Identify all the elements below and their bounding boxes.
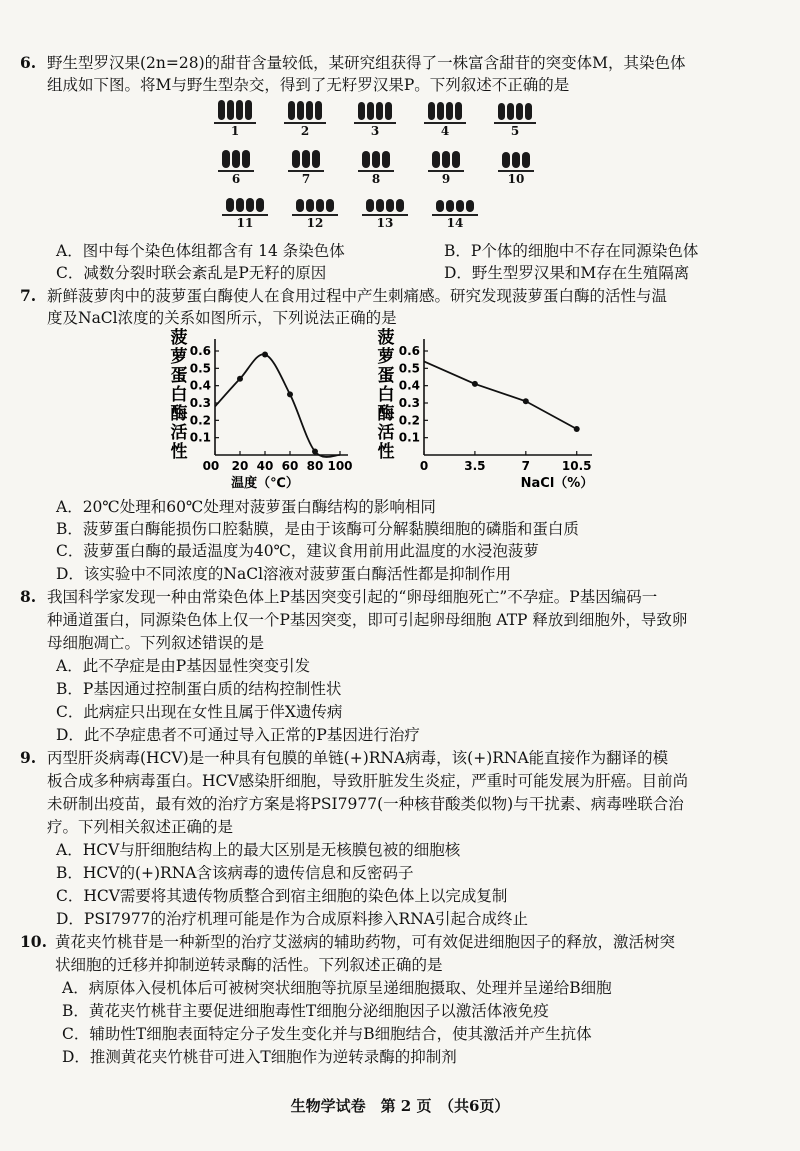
q9-option-a: A．HCV与肝细胞结构上的最大区别是无核膜包被的细胞核 [56,841,461,859]
chromosome-label-11: 11 [236,216,254,230]
q10-option-d: D．推测黄花夹竹桃苷可进入T细胞作为逆转录酶的抑制剂 [62,1048,457,1066]
x-tick-label: 0 [210,459,220,473]
chromosome-label-13: 13 [376,216,394,230]
ylabel-char: 蛋 [170,366,188,386]
q10-option-c: C．辅助性T细胞表面特定分子发生变化并与B细胞结合，使其激活并产生抗体 [62,1025,592,1043]
x-tick-label: 3.5 [464,459,486,473]
q8-stem-line3: 母细胞凋亡。下列叙述错误的是 [47,634,265,652]
x-tick-label: 80 [306,459,324,473]
data-point [237,376,243,382]
y-tick-label: 0.6 [398,344,420,358]
ylabel-char: 菠 [170,328,188,348]
y-tick-label: 0.5 [398,361,420,376]
ylabel-char: 萝 [170,347,188,367]
chromosome-label-14: 14 [446,216,464,230]
ylabel-char: 白 [170,385,188,405]
q8-stem-line1: 我国科学家发现一种由常染色体上P基因突变引起的“卵母细胞死亡”不孕症。P基因编码一 [47,588,658,606]
chromosome-label-5: 5 [510,124,520,138]
chromosome-label-1: 1 [230,124,240,138]
x-axis-title: 温度（℃） [231,476,299,491]
q9-stem-line4: 疗。下列相关叙述正确的是 [47,818,234,836]
q8-option-c: C．此病症只出现在女性且属于伴X遗传病 [56,703,343,721]
q8-option-b: B．P基因通过控制蛋白质的结构控制性状 [56,680,342,698]
q6-option-a: A．图中每个染色体组都含有 14 条染色体 [56,242,345,260]
x-axis-title: NaCl（%） [520,476,594,491]
q7-option-c: C．菠萝蛋白酶的最适温度为40℃，建议食用前用此温度的水浸泡菠萝 [56,542,539,560]
data-point [262,351,268,357]
y-tick-label: 0.4 [189,378,211,393]
x-tick-label: 60 [281,459,299,473]
q7-number: 7. [20,286,37,305]
x-tick-label: 10.5 [561,459,592,473]
y-tick-label: 0.3 [189,396,211,410]
ylabel-char: 菠 [377,328,395,348]
page-footer: 生物学试卷 第 2 页 （共6页） [290,1097,510,1115]
y-tick-label: 0.1 [398,430,420,445]
data-point [472,381,478,387]
chromosome-label-2: 2 [300,124,310,138]
q10-number: 10. [20,932,47,951]
data-point [574,426,580,432]
chromosome-label-12: 12 [306,216,324,230]
karyotype-figure [212,96,542,238]
q7-option-d: D．该实验中不同浓度的NaCl溶液对菠萝蛋白酶活性都是抑制作用 [56,565,512,583]
q10-stem-line2: 状细胞的迁移并抑制逆转录酶的活性。下列叙述正确的是 [55,956,443,974]
y-tick-label: 0.1 [189,430,211,445]
x-tick-label: 0 [419,459,429,473]
chromosome-label-9: 9 [441,172,451,186]
y-tick-label: 0.4 [398,378,420,393]
y-tick-label: 0.2 [189,413,211,428]
x-tick-label: 100 [327,459,353,473]
chromosome-label-4: 4 [440,124,450,138]
q10-option-b: B．黄花夹竹桃苷主要促进细胞毒性T细胞分泌细胞因子以激活体液免疫 [62,1002,549,1020]
y-tick-label: 0.3 [398,396,420,410]
q6-number: 6. [20,53,37,72]
q8-stem-line2: 种通道蛋白，同源染色体上仅一个P基因突变，即可引起卵母细胞 ATP 释放到细胞外，导致卵 [47,611,688,629]
q6-option-d: D．野生型罗汉果和M存在生殖隔离 [444,264,690,282]
series-line [424,361,577,429]
q6-stem-line2: 组成如下图。将M与野生型杂交，得到了无籽罗汉果P。下列叙述不正确的是 [47,76,570,94]
x-tick-label: 40 [256,459,274,473]
ylabel-char: 白 [377,385,395,405]
q9-number: 9. [20,748,37,767]
ylabel-char: 酶 [170,404,188,424]
q6-option-b: B．P个体的细胞中不存在同源染色体 [444,242,699,260]
q9-stem-line1: 丙型肝炎病毒(HCV)是一种具有包膜的单链(+)RNA病毒，该(+)RNA能直接作为翻译的模 [47,749,669,767]
chromosome-label-3: 3 [370,124,380,138]
q9-stem-line2: 板合成多种病毒蛋白。HCV感染肝细胞，导致肝脏发生炎症，严重时可能发展为肝癌。目前尚 [47,772,689,790]
ylabel-char: 蛋 [377,366,395,386]
q9-option-b: B．HCV的(+)RNA含该病毒的遗传信息和反密码子 [56,864,414,882]
ylabel-char: 性 [170,442,188,462]
q10-stem-line1: 黄花夹竹桃苷是一种新型的治疗艾滋病的辅助药物，可有效促进细胞因子的释放，激活树突 [55,933,676,951]
y-tick-label: 0.6 [189,344,211,358]
ylabel-char: 性 [377,442,395,462]
q9-option-c: C．HCV需要将其遗传物质整合到宿主细胞的染色体上以完成复制 [56,887,508,905]
q6-option-c: C．减数分裂时联会紊乱是P无籽的原因 [56,264,327,282]
q9-option-d: D．PSI7977的治疗机理可能是作为合成原料掺入RNA引起合成终止 [56,910,528,928]
data-point [312,449,318,455]
chromosome-label-8: 8 [371,172,381,186]
ylabel-char: 酶 [377,404,395,424]
q7-stem-line2: 度及NaCl浓度的关系如图所示，下列说法正确的是 [47,309,397,327]
q6-stem-line1: 野生型罗汉果(2n=28)的甜苷含量较低，某研究组获得了一株富含甜苷的突变体M，其染色体 [47,54,686,72]
nacl-activity-chart [372,325,602,495]
y-tick-label: 0.5 [189,361,211,376]
ylabel-char: 活 [377,423,395,443]
q8-number: 8. [20,587,37,606]
x-tick-label: 20 [231,459,249,473]
chromosome-label-7: 7 [301,172,311,186]
y-tick-label: 0.2 [398,413,420,428]
ylabel-char: 萝 [377,347,395,367]
q8-option-a: A．此不孕症是由P基因显性突变引发 [56,657,311,675]
chromosome-label-6: 6 [231,172,241,186]
temperature-activity-chart [165,325,370,495]
data-point [523,398,529,404]
series-line [215,354,340,457]
q7-option-a: A．20℃处理和60℃处理对菠萝蛋白酶结构的影响相同 [56,498,436,516]
q10-option-a: A．病原体入侵机体后可被树突状细胞等抗原呈递细胞摄取、处理并呈递给B细胞 [62,979,612,997]
q9-stem-line3: 未研制出疫苗，最有效的治疗方案是将PSI7977(一种核苷酸类似物)与干扰素、病毒唑联合治 [47,795,684,813]
ylabel-char: 活 [170,423,188,443]
data-point [287,391,293,397]
q7-stem-line1: 新鲜菠萝肉中的菠萝蛋白酶使人在食用过程中产生刺痛感。研究发现菠萝蛋白酶的活性与温 [47,287,668,305]
chromosome-label-10: 10 [507,172,525,186]
origin-label: 0 [202,459,211,473]
q7-option-b: B．菠萝蛋白酶能损伤口腔黏膜，是由于该酶可分解黏膜细胞的磷脂和蛋白质 [56,520,579,538]
x-tick-label: 7 [521,459,530,473]
q8-option-d: D．此不孕症患者不可通过导入正常的P基因进行治疗 [56,726,420,744]
